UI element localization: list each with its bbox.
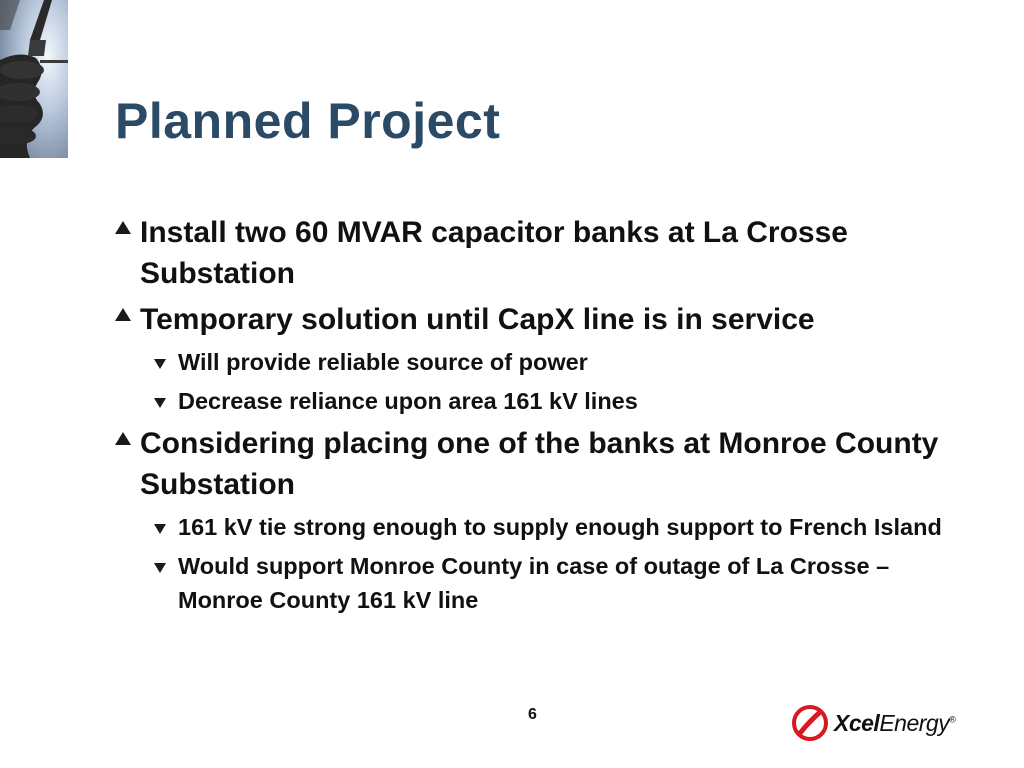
logo-brand-regular: Energy xyxy=(879,709,950,736)
triangle-up-icon xyxy=(115,432,131,445)
sub-bullet-text: Would support Monroe County in case of outage of La Crosse – Monroe County 161 kV line xyxy=(178,553,890,613)
triangle-down-icon xyxy=(154,398,166,408)
logo-wordmark xyxy=(834,710,955,737)
corner-insulator-image xyxy=(0,0,68,158)
sub-bullet-item xyxy=(115,384,975,418)
sub-bullet-text: Will provide reliable source of power xyxy=(178,349,588,375)
slide-title: Planned Project xyxy=(115,93,501,149)
sub-bullet-item xyxy=(115,549,975,617)
xcel-swirl-icon xyxy=(792,705,828,741)
sub-bullet-item xyxy=(115,510,975,544)
page-number: 6 xyxy=(528,706,537,723)
bullet-text: Install two 60 MVAR capacitor banks at La Crosse Substation xyxy=(140,216,848,290)
triangle-up-icon xyxy=(115,308,131,321)
sub-bullet-item xyxy=(115,345,975,379)
triangle-down-icon xyxy=(154,524,166,534)
logo-brand-bold: Xcel xyxy=(834,709,880,736)
xcel-energy-logo xyxy=(792,703,955,743)
logo-registered-mark: ® xyxy=(949,713,956,724)
bullet-item xyxy=(115,299,975,340)
sub-bullet-text: Decrease reliance upon area 161 kV lines xyxy=(178,388,638,414)
bullet-item xyxy=(115,212,975,294)
bullet-text: Considering placing one of the banks at Monroe County Substation xyxy=(140,427,939,501)
triangle-down-icon xyxy=(154,359,166,369)
bullet-item xyxy=(115,423,975,505)
bullet-text: Temporary solution until CapX line is in service xyxy=(140,303,815,336)
sub-bullet-text: 161 kV tie strong enough to supply enough support to French Island xyxy=(178,514,942,540)
bullet-list xyxy=(115,212,975,622)
triangle-down-icon xyxy=(154,563,166,573)
triangle-up-icon xyxy=(115,221,131,234)
insulator-photo xyxy=(0,0,68,158)
